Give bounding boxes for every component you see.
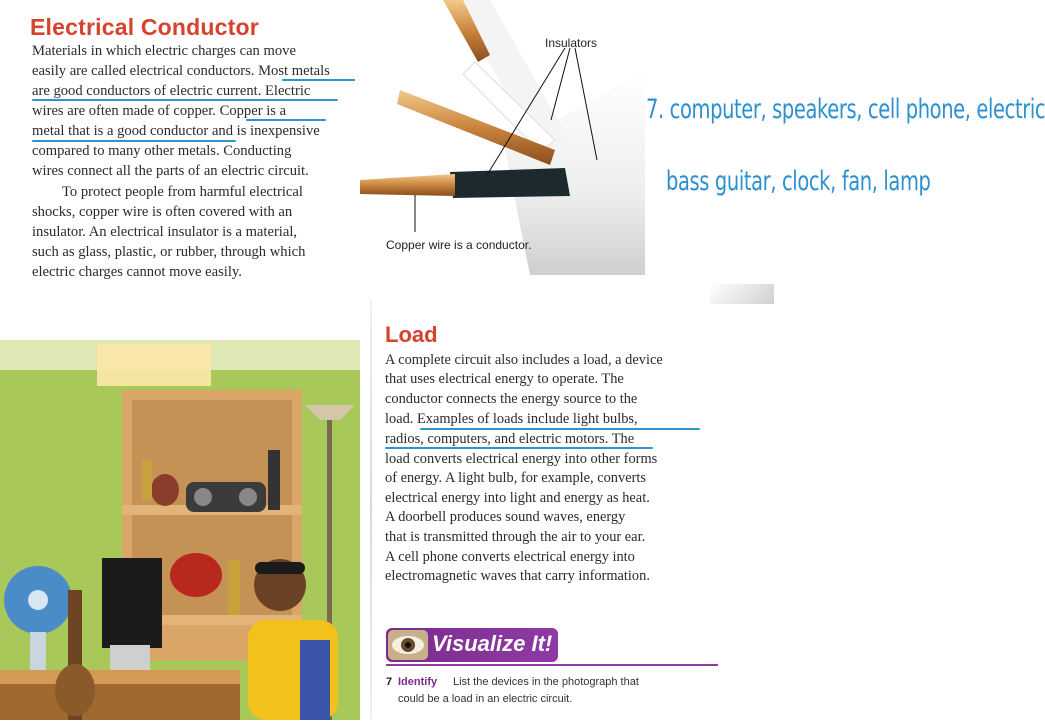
text-line: electrical energy into light and energy as heat. bbox=[385, 490, 650, 506]
answer-line-2: bass guitar, clock, fan, lamp bbox=[666, 166, 931, 197]
text-line: of energy. A light bulb, for example, converts bbox=[385, 470, 646, 486]
text-line: insulator. An electrical insulator is a material, bbox=[32, 224, 298, 240]
visualize-it-label: Visualize It! bbox=[432, 631, 553, 656]
question-text-line-2: could be a load in an electric circuit. bbox=[398, 693, 573, 705]
text-line: load converts electrical energy into other forms bbox=[385, 451, 658, 467]
highlight-underline bbox=[32, 140, 236, 142]
text-line: easily are called electrical conductors. Most metals bbox=[32, 63, 330, 79]
text-line: that is transmitted through the air to your ear. bbox=[385, 529, 646, 545]
highlight-underline bbox=[32, 99, 338, 101]
text-line: radios, computers, and electric motors. The bbox=[385, 431, 635, 447]
text-line: metal that is a good conductor and is inexpensive bbox=[32, 123, 320, 139]
highlight-underline bbox=[420, 428, 700, 430]
sticky-note bbox=[97, 344, 211, 386]
sheath-fragment bbox=[710, 284, 774, 304]
section-title-load: Load bbox=[385, 322, 438, 347]
eye-icon bbox=[388, 630, 428, 660]
text-line: that uses electrical energy to operate. The bbox=[385, 371, 624, 387]
text-line: such as glass, plastic, or rubber, through which bbox=[32, 244, 306, 260]
answer-note bbox=[640, 80, 1045, 250]
text-line: wires connect all the parts of an electric circuit. bbox=[32, 163, 309, 179]
text-line: electromagnetic waves that carry information. bbox=[385, 568, 650, 584]
wire-label-copper: Copper wire is a conductor. bbox=[386, 238, 532, 252]
text-line: electric charges cannot move easily. bbox=[32, 264, 242, 280]
visualize-it-badge bbox=[386, 628, 558, 662]
text-line: A cell phone converts electrical energy into bbox=[385, 549, 635, 565]
wire-label-insulators: Insulators bbox=[545, 36, 598, 50]
text-line: load. Examples of loads include light bulbs, bbox=[385, 411, 638, 427]
insulated-wire-photo bbox=[355, 0, 645, 275]
teen-room-photo bbox=[0, 340, 360, 720]
text-line: are good conductors of electric current. Electric bbox=[32, 83, 311, 99]
text-line: conductor connects the energy source to the bbox=[385, 391, 638, 407]
text-line: compared to many other metals. Conducting bbox=[32, 143, 292, 159]
highlight-underline bbox=[282, 79, 362, 81]
divider bbox=[386, 664, 718, 666]
highlight-underline bbox=[246, 119, 326, 121]
answer-line-1: 7. computer, speakers, cell phone, electric bbox=[646, 94, 1045, 125]
text-line: wires are often made of copper. Copper is a bbox=[32, 103, 287, 119]
text-line: A doorbell produces sound waves, energy bbox=[385, 509, 626, 525]
question-number: 7 bbox=[386, 676, 393, 688]
question-text-line-1: List the devices in the photograph that bbox=[453, 676, 639, 688]
text-line: Materials in which electric charges can move bbox=[32, 43, 296, 59]
page-gutter bbox=[370, 300, 372, 720]
text-line: shocks, copper wire is often covered with an bbox=[32, 204, 293, 220]
section-title-electrical-conductor: Electrical Conductor bbox=[30, 14, 259, 40]
highlight-underline bbox=[385, 447, 653, 449]
text-line: To protect people from harmful electrical bbox=[62, 184, 303, 200]
identify-label: Identify bbox=[398, 676, 438, 688]
text-line: A complete circuit also includes a load, a device bbox=[385, 352, 663, 368]
